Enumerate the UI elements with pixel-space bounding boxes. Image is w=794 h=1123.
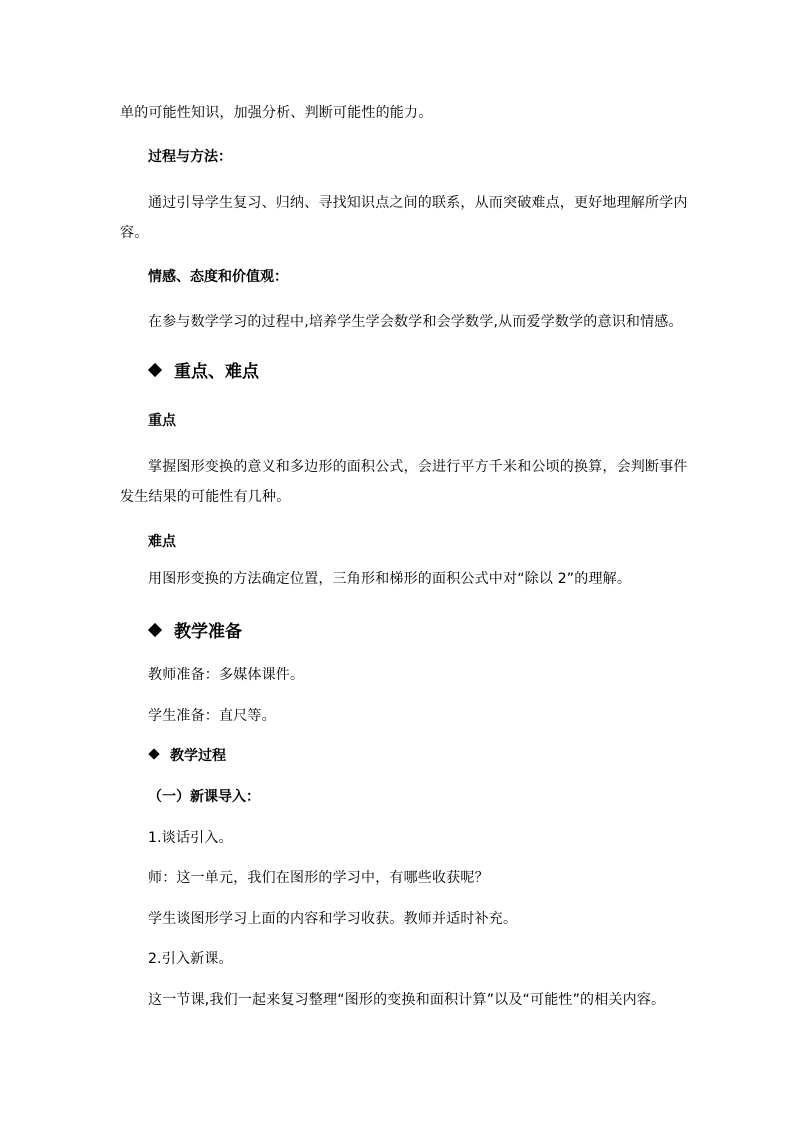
process-paragraph-line-1: 通过引导学生复习、归纳、寻找知识点之间的联系，从而突破难点，更好地理解所学内 xyxy=(148,195,688,211)
difficult-paragraph: 用图形变换的方法确定位置，三角形和梯形的面积公式中对“除以 2”的理解。 xyxy=(148,571,632,587)
students-response: 学生谈图形学习上面的内容和学习收获。教师并适时补充。 xyxy=(148,911,518,927)
heading-key-points: 重点 xyxy=(148,413,176,429)
intro-paragraph-tail: 单的可能性知识，加强分析、判断可能性的能力。 xyxy=(120,105,433,121)
section-key-difficult-label: 重点、难点 xyxy=(174,362,259,382)
emotion-paragraph: 在参与数学学习的过程中,培养学生学会数学和会学数学,从而爱学数学的意识和情感。 xyxy=(148,314,683,330)
diamond-bullet-icon xyxy=(148,623,162,637)
list-item-1: 1.谈话引入。 xyxy=(148,830,233,846)
teacher-question: 师：这一单元，我们在图形的学习中，有哪些收获呢？ xyxy=(148,870,489,886)
teacher-preparation: 教师准备：多媒体课件。 xyxy=(148,667,305,683)
heading-new-lesson-intro: （一）新课导入： xyxy=(148,789,260,805)
list-item-2: 2.引入新课。 xyxy=(148,951,233,967)
process-paragraph-line-2: 容。 xyxy=(120,225,149,241)
diamond-bullet-icon xyxy=(148,748,159,759)
heading-emotion-attitude-values: 情感、态度和价值观： xyxy=(148,269,288,285)
key-paragraph-line-1: 掌握图形变换的意义和多边形的面积公式，会进行平方千米和公顷的换算，会判断事件 xyxy=(148,459,688,475)
key-paragraph-line-2: 发生结果的可能性有几种。 xyxy=(120,489,291,505)
heading-process-method: 过程与方法： xyxy=(148,149,232,165)
lesson-intro-paragraph: 这一节课,我们一起来复习整理“图形的变换和面积计算”以及“可能性”的相关内容。 xyxy=(148,992,666,1008)
student-preparation: 学生准备：直尺等。 xyxy=(148,708,276,724)
section-key-difficult xyxy=(150,361,259,383)
section-teaching-process xyxy=(150,747,226,765)
section-teaching-preparation xyxy=(150,621,242,643)
section-teaching-process-label: 教学过程 xyxy=(170,748,226,764)
section-teaching-preparation-label: 教学准备 xyxy=(174,622,242,642)
heading-difficult-points: 难点 xyxy=(148,534,176,550)
diamond-bullet-icon xyxy=(148,363,162,377)
